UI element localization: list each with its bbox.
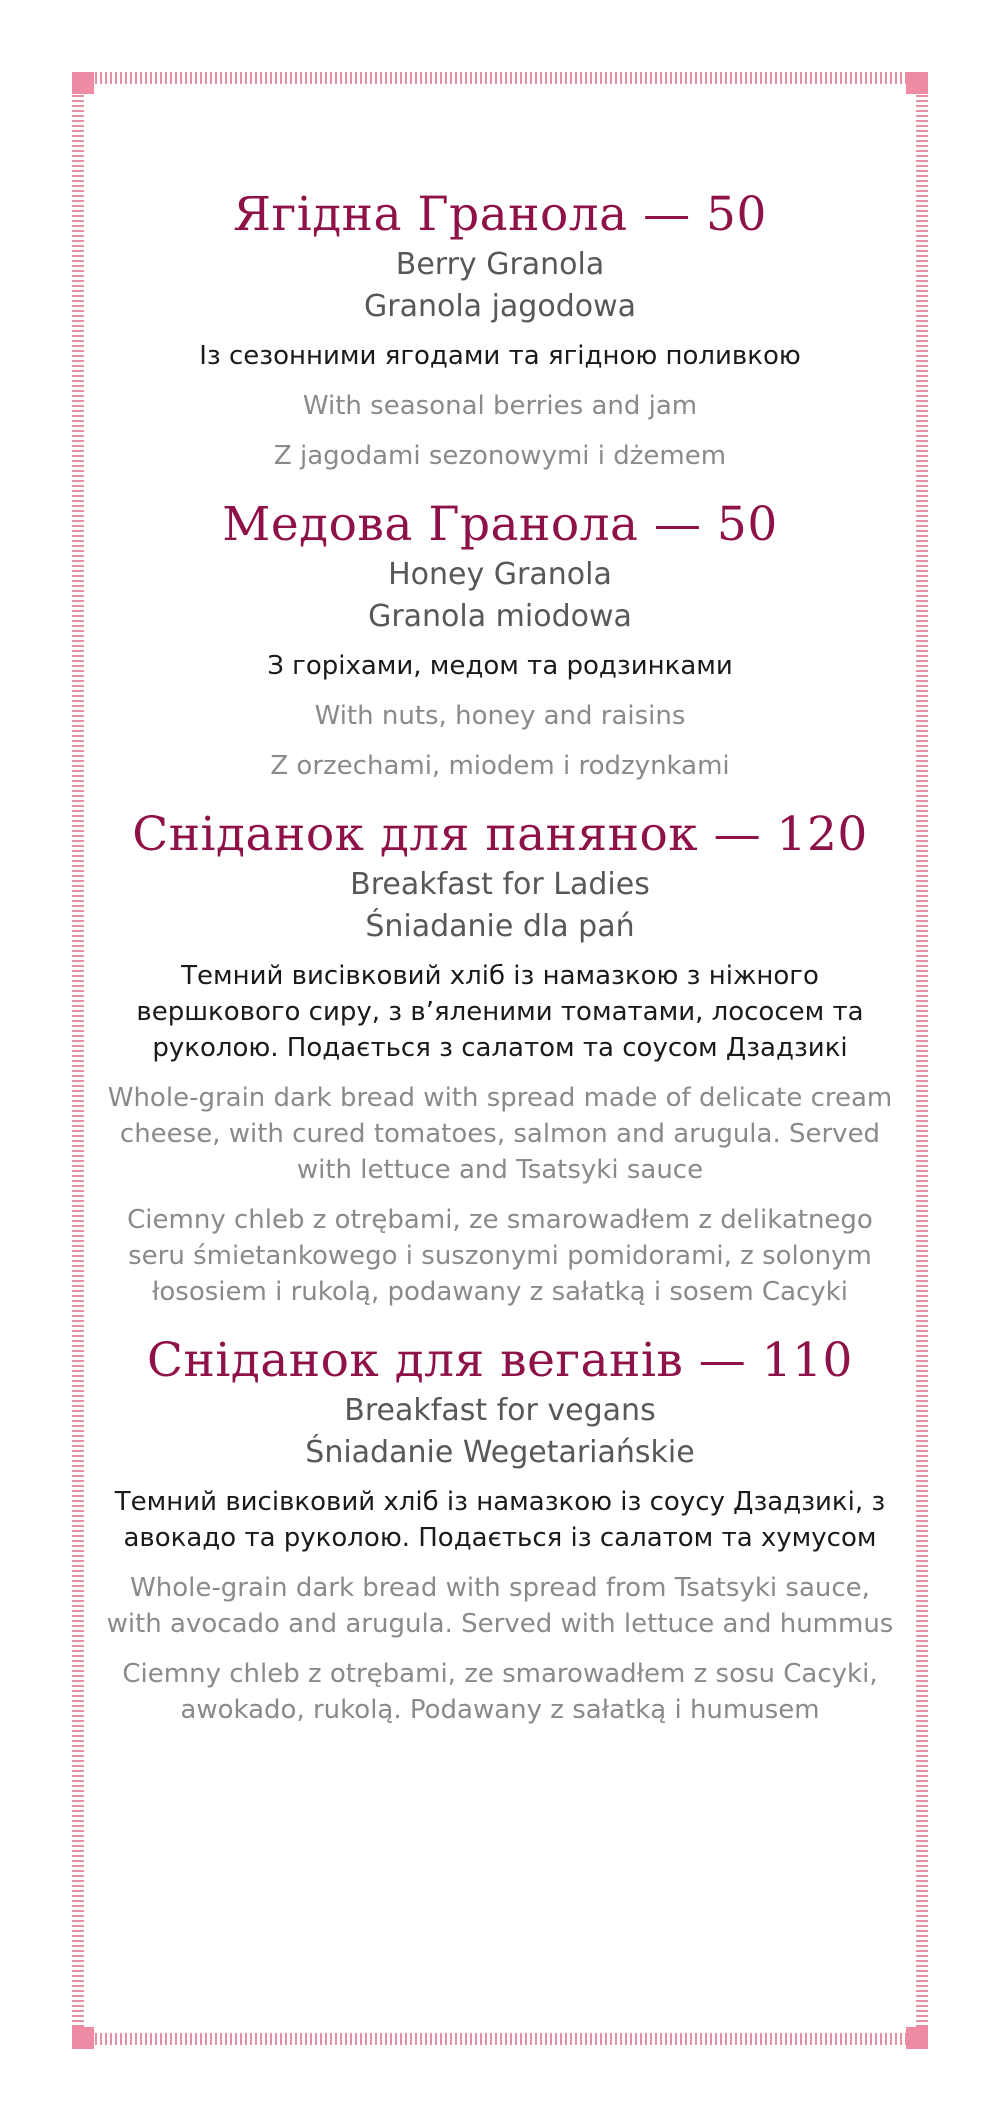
menu-item-name-pl: Śniadanie Wegetariańskie	[305, 1435, 695, 1470]
frame-corner-bottom-right	[906, 2027, 928, 2049]
menu-item-description-pl: Z orzechami, miodem i rodzynkami	[270, 751, 730, 781]
menu-item-description-ua: Із сезонними ягодами та ягідною поливкою	[199, 341, 801, 371]
menu-item-name-en: Breakfast for vegans	[344, 1393, 656, 1428]
menu-item-title: Сніданок для панянок — 120	[132, 807, 868, 862]
menu-item-name-pl: Granola jagodowa	[363, 289, 637, 324]
menu-item-berry-granola	[100, 186, 900, 474]
menu-item-breakfast-for-ladies	[100, 806, 900, 1310]
menu-item-description-pl: Z jagodami sezonowymi i dżemem	[273, 441, 727, 471]
menu-item-title: Медова Гранола — 50	[222, 497, 778, 552]
menu-item-title: Сніданок для веганів — 110	[147, 1333, 853, 1388]
menu-item-name-en: Berry Granola	[395, 247, 605, 282]
frame-corner-bottom-left	[72, 2027, 94, 2049]
menu-item-breakfast-for-vegans	[100, 1332, 900, 1728]
menu-list	[100, 186, 900, 1750]
menu-item-description-pl: Ciemny chleb z otrębami, ze smarowadłem z delikatnego seru śmietankowego i suszonymi pomidorami, z solonym łososiem i rukolą, podawany z sałatką i sosem Cacyki	[127, 1205, 873, 1307]
menu-item-honey-granola	[100, 496, 900, 784]
frame-border-top	[80, 72, 920, 84]
frame-border-left	[72, 90, 84, 2034]
menu-item-name-pl: Granola miodowa	[368, 599, 632, 634]
frame-border-bottom	[80, 2033, 920, 2045]
menu-item-description-en: With nuts, honey and raisins	[314, 701, 686, 731]
menu-item-description-pl: Ciemny chleb z otrębami, ze smarowadłem z sosu Cacyki, awokado, rukolą. Podawany z sałatką i humusem	[122, 1659, 878, 1725]
frame-border-right	[916, 90, 928, 2034]
menu-item-name-pl: Śniadanie dla pań	[365, 909, 635, 944]
menu-item-description-en: Whole-grain dark bread with spread from Tsatsyki sauce, with avocado and arugula. Served with lettuce and hummus	[106, 1573, 894, 1639]
frame-corner-top-left	[72, 72, 94, 94]
menu-item-description-ua: Темний висівковий хліб із намазкою із соусу Дзадзикі, з авокадо та руколою. Подається із салатом та хумусом	[114, 1487, 886, 1553]
menu-item-description-ua: З горіхами, медом та родзинками	[267, 651, 733, 681]
frame-corner-top-right	[906, 72, 928, 94]
menu-item-name-en: Breakfast for Ladies	[350, 867, 650, 902]
menu-item-description-ua: Темний висівковий хліб із намазкою з ніжного вершкового сиру, з в’яленими томатами, лососем та руколою. Подається з салатом та соусом Дзадзикі	[136, 961, 864, 1063]
menu-item-name-en: Honey Granola	[388, 557, 612, 592]
menu-item-title: Ягідна Гранола — 50	[233, 187, 767, 242]
menu-item-description-en: Whole-grain dark bread with spread made of delicate cream cheese, with cured tomatoes, salmon and arugula. Served with lettuce and Tsatsyki sauce	[107, 1083, 893, 1185]
menu-item-description-en: With seasonal berries and jam	[302, 391, 698, 421]
